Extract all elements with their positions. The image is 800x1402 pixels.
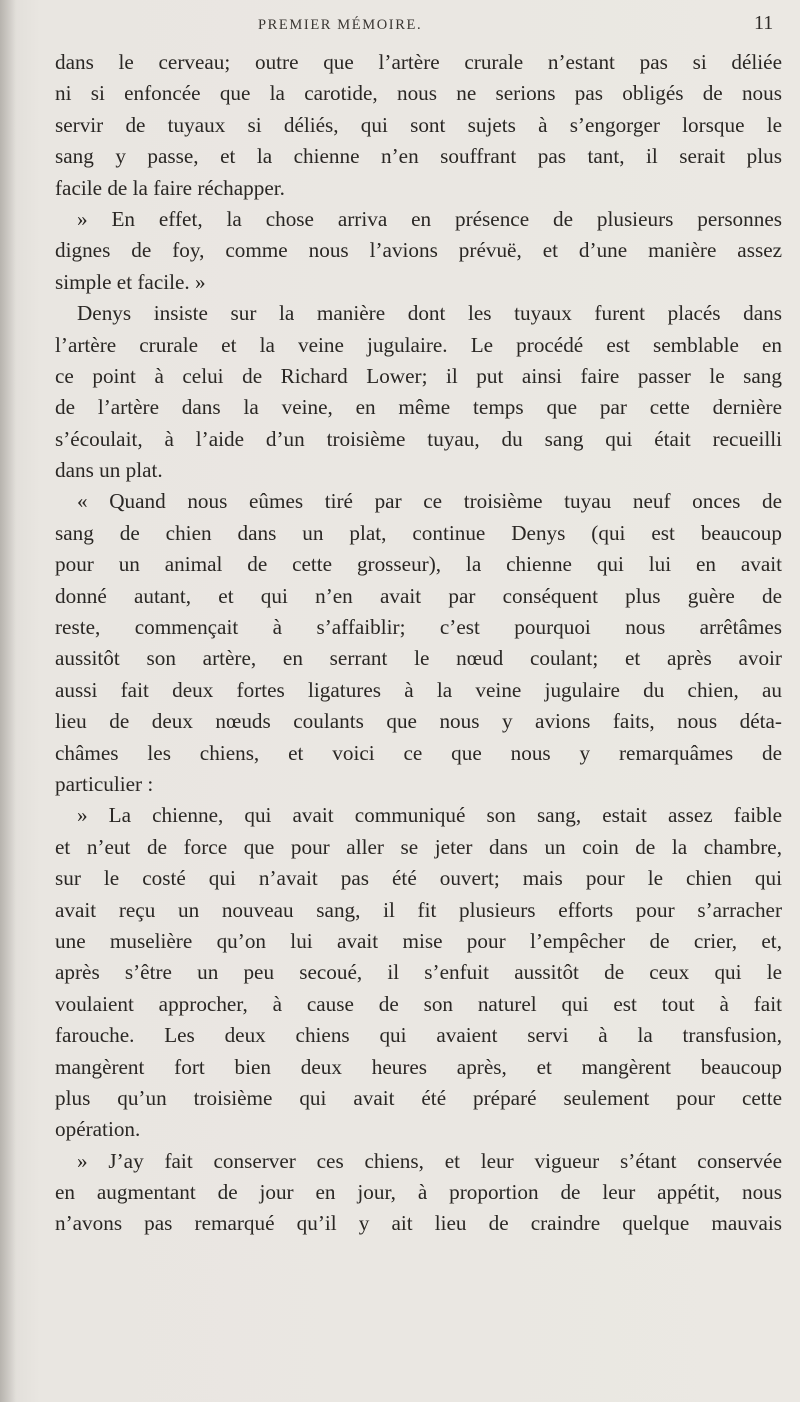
text-line: mangèrent fort bien deux heures après, et mangèrent beaucoup xyxy=(55,1054,782,1079)
text-line: facile de la faire réchapper. xyxy=(55,175,285,200)
text-line: châmes les chiens, et voici ce que nous y remarquâmes de xyxy=(55,740,782,765)
text-line: donné autant, et qui n’en avait par conséquent plus guère de xyxy=(55,583,782,608)
page-gutter-shadow xyxy=(0,0,16,1402)
text-line: aussitôt son artère, en serrant le nœud coulant; et après avoir xyxy=(55,646,782,671)
text-line: » La chienne, qui avait communiqué son sang, estait assez faible xyxy=(77,803,782,828)
text-line: dignes de foy, comme nous l’avions prévuë, et d’une manière assez xyxy=(55,238,782,263)
text-line: après s’être un peu secoué, il s’enfuit aussitôt de ceux qui le xyxy=(55,960,782,985)
text-line: voulaient approcher, à cause de son naturel qui est tout à fait xyxy=(55,991,782,1016)
text-line: servir de tuyaux si déliés, qui sont sujets à s’engorger lorsque le xyxy=(55,112,782,137)
text-line: » En effet, la chose arriva en présence de plusieurs personnes xyxy=(77,206,782,231)
text-line: une muselière qu’on lui avait mise pour l’empêcher de crier, et, xyxy=(55,928,782,953)
text-line: ce point à celui de Richard Lower; il put ainsi faire passer le sang xyxy=(55,363,782,388)
text-line: avait reçu un nouveau sang, il fit plusieurs efforts pour s’arracher xyxy=(55,897,782,922)
text-line: l’artère crurale et la veine jugulaire. Le procédé est semblable en xyxy=(55,332,782,357)
text-line: sur le costé qui n’avait pas été ouvert; mais pour le chien qui xyxy=(55,866,782,891)
text-line: simple et facile. » xyxy=(55,269,206,294)
text-line: s’écoulait, à l’aide d’un troisième tuyau, du sang qui était recueilli xyxy=(55,426,782,451)
text-line: particulier : xyxy=(55,771,154,796)
text-line: » J’ay fait conserver ces chiens, et leur vigueur s’étant conservée xyxy=(77,1148,782,1173)
text-line: Denys insiste sur la manière dont les tuyaux furent placés dans xyxy=(77,301,782,326)
page-number: 11 xyxy=(754,12,774,34)
text-line: de l’artère dans la veine, en même temps que par cette dernière xyxy=(55,395,782,420)
text-line: plus qu’un troisième qui avait été préparé seulement pour cette xyxy=(55,1085,782,1110)
text-line: ni si enfoncée que la carotide, nous ne serions pas obligés de nous xyxy=(55,81,782,106)
text-line: et n’eut de force que pour aller se jeter dans un coin de la chambre, xyxy=(55,834,782,859)
text-line: sang y passe, et la chienne n’en souffrant pas tant, il serait plus xyxy=(55,144,782,169)
text-line: aussi fait deux fortes ligatures à la veine jugulaire du chien, au xyxy=(55,677,782,702)
text-line: dans le cerveau; outre que l’artère crurale n’estant pas si déliée xyxy=(55,50,782,74)
text-line: « Quand nous eûmes tiré par ce troisième tuyau neuf onces de xyxy=(77,489,782,514)
text-line: n’avons pas remarqué qu’il y ait lieu de craindre quelque mauvais xyxy=(55,1211,782,1236)
running-header xyxy=(40,3,800,43)
text-line: farouche. Les deux chiens qui avaient servi à la transfusion, xyxy=(55,1023,782,1048)
text-line: en augmentant de jour en jour, à proportion de leur appétit, nous xyxy=(55,1180,782,1205)
text-line: pour un animal de cette grosseur), la chienne qui lui en avait xyxy=(55,552,782,577)
text-line: reste, commençait à s’affaiblir; c’est pourquoi nous arrêtâmes xyxy=(55,615,782,640)
body-text xyxy=(55,47,782,1240)
text-line: sang de chien dans un plat, continue Denys (qui est beaucoup xyxy=(55,520,782,545)
text-line: dans un plat. xyxy=(55,458,163,483)
running-title: PREMIER MÉMOIRE. xyxy=(258,17,423,33)
text-line: opération. xyxy=(55,1117,141,1142)
text-line: lieu de deux nœuds coulants que nous y avions faits, nous déta- xyxy=(55,709,782,734)
